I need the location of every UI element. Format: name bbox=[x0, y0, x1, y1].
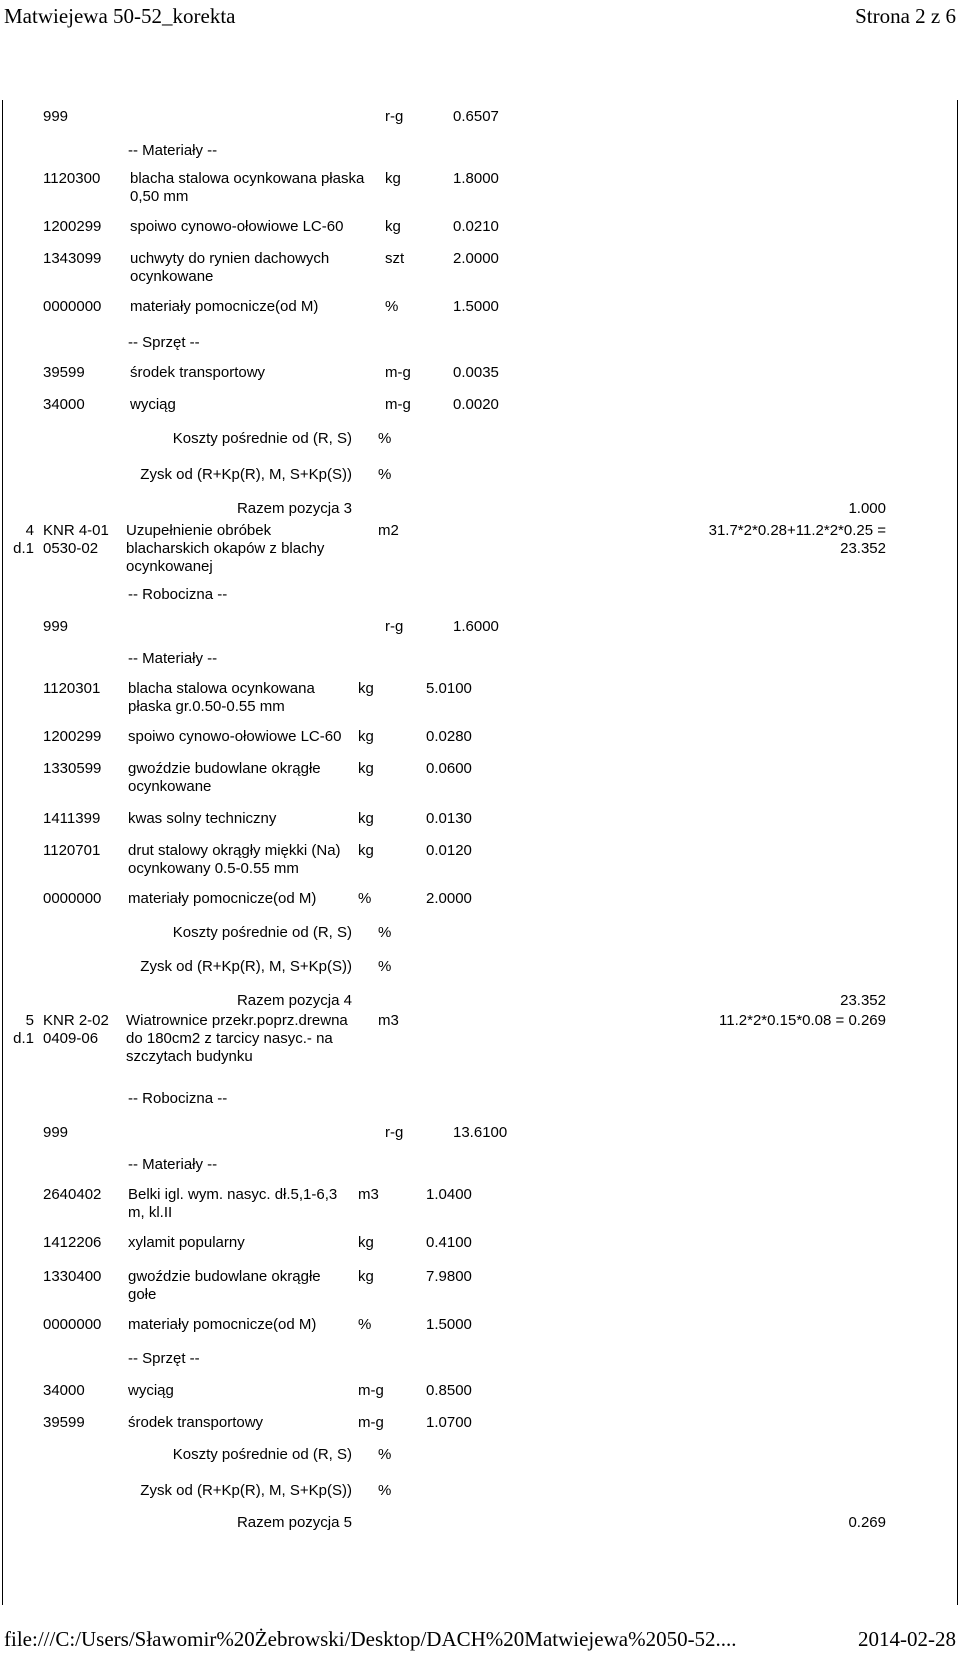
table-row bbox=[0, 392, 960, 424]
position-basis: KNR 2-02 0409-06 bbox=[43, 1012, 109, 1047]
table-row bbox=[0, 166, 960, 210]
item-qty: 0.0210 bbox=[453, 218, 499, 235]
position-basis: KNR 4-01 0530-02 bbox=[43, 522, 109, 557]
item-desc: wyciąg bbox=[130, 396, 176, 413]
item-code: 34000 bbox=[43, 1382, 85, 1399]
cost-label: Zysk od (R+Kp(R), M, S+Kp(S)) bbox=[140, 958, 352, 975]
cost-unit: % bbox=[378, 466, 392, 483]
item-code: 1330599 bbox=[43, 760, 102, 777]
print-date: 2014-02-28 bbox=[858, 1627, 956, 1651]
item-unit: % bbox=[358, 1316, 372, 1333]
item-desc: spoiwo cynowo-ołowiowe LC-60 bbox=[130, 218, 344, 235]
item-code: 1330400 bbox=[43, 1268, 102, 1285]
item-unit: m-g bbox=[385, 396, 411, 413]
position-number: 5 d.1 bbox=[13, 1012, 34, 1047]
item-unit: kg bbox=[358, 1234, 374, 1251]
item-desc: xylamit popularny bbox=[128, 1234, 245, 1251]
item-unit: m-g bbox=[358, 1382, 384, 1399]
item-unit: m-g bbox=[385, 364, 411, 381]
table-row bbox=[0, 838, 960, 882]
table-row bbox=[0, 1410, 960, 1442]
item-code: 1200299 bbox=[43, 728, 102, 745]
item-desc: spoiwo cynowo-ołowiowe LC-60 bbox=[128, 728, 342, 745]
item-desc: materiały pomocnicze(od M) bbox=[128, 1316, 317, 1333]
section-label: -- Materiały -- bbox=[128, 142, 218, 159]
item-qty: 1.0400 bbox=[426, 1186, 472, 1203]
item-qty: 5.0100 bbox=[426, 680, 472, 697]
item-code: 1411399 bbox=[43, 810, 101, 827]
cost-unit: % bbox=[378, 924, 392, 941]
item-qty: 1.6000 bbox=[453, 618, 499, 635]
cost-unit: % bbox=[378, 430, 392, 447]
item-unit: % bbox=[358, 890, 372, 907]
item-unit: kg bbox=[358, 842, 374, 859]
item-code: 999 bbox=[43, 1124, 69, 1141]
table-row bbox=[0, 1378, 960, 1410]
total-value: 0.269 bbox=[848, 1514, 886, 1531]
item-qty: 0.0120 bbox=[426, 842, 472, 859]
table-row bbox=[0, 582, 960, 610]
table-row bbox=[0, 330, 960, 358]
item-desc: kwas solny techniczny bbox=[128, 810, 277, 827]
cost-label: Koszty pośrednie od (R, S) bbox=[172, 430, 352, 447]
table-row bbox=[0, 920, 960, 952]
section-label: -- Materiały -- bbox=[128, 1156, 218, 1173]
table-row bbox=[0, 1152, 960, 1180]
table-row bbox=[0, 1120, 960, 1152]
item-unit: kg bbox=[358, 760, 374, 777]
item-qty: 13.6100 bbox=[453, 1124, 508, 1141]
item-desc: środek transportowy bbox=[128, 1414, 264, 1431]
table-row bbox=[0, 676, 960, 720]
table-row bbox=[0, 462, 960, 494]
item-desc: wyciąg bbox=[128, 1382, 174, 1399]
item-desc: blacha stalowa ocynkowana płaska gr.0.50-0.55 mm bbox=[128, 680, 315, 715]
item-qty: 0.4100 bbox=[426, 1234, 472, 1251]
item-unit: r-g bbox=[385, 618, 404, 635]
table-row bbox=[0, 1008, 960, 1086]
position-description: Uzupełnienie obróbek blacharskich okapów z blachy ocynkowanej bbox=[126, 522, 325, 575]
table-row bbox=[0, 1086, 960, 1114]
cost-label: Zysk od (R+Kp(R), M, S+Kp(S)) bbox=[140, 1482, 352, 1499]
item-code: 2640402 bbox=[43, 1186, 102, 1203]
table-row bbox=[0, 1230, 960, 1262]
item-qty: 1.0700 bbox=[426, 1414, 472, 1431]
item-code: 0000000 bbox=[43, 1316, 102, 1333]
item-code: 39599 bbox=[43, 364, 85, 381]
page-header bbox=[0, 0, 960, 36]
cost-unit: % bbox=[378, 958, 392, 975]
position-calc: 31.7*2*0.28+11.2*2*0.25 = 23.352 bbox=[708, 522, 886, 557]
table-row bbox=[0, 426, 960, 458]
cost-label: Koszty pośrednie od (R, S) bbox=[172, 924, 352, 941]
item-unit: kg bbox=[358, 728, 374, 745]
item-unit: % bbox=[385, 298, 399, 315]
total-value: 23.352 bbox=[840, 992, 886, 1009]
position-description: Wiatrownice przekr.poprz.drewna do 180cm2 z tarcicy nasyc.- na szczytach budynku bbox=[126, 1012, 348, 1065]
position-calc: 11.2*2*0.15*0.08 = 0.269 bbox=[719, 1012, 886, 1029]
item-qty: 0.8500 bbox=[426, 1382, 472, 1399]
table-row bbox=[0, 246, 960, 290]
table-row bbox=[0, 214, 960, 246]
table-row bbox=[0, 756, 960, 800]
item-code: 1343099 bbox=[43, 250, 102, 267]
item-qty: 0.0035 bbox=[453, 364, 499, 381]
section-label: -- Robocizna -- bbox=[128, 1090, 228, 1107]
total-label: Razem pozycja 5 bbox=[236, 1514, 352, 1531]
item-qty: 7.9800 bbox=[426, 1268, 472, 1285]
item-qty: 0.0020 bbox=[453, 396, 499, 413]
item-unit: r-g bbox=[385, 1124, 404, 1141]
table-row bbox=[0, 886, 960, 918]
item-qty: 2.0000 bbox=[426, 890, 472, 907]
table-row bbox=[0, 724, 960, 756]
section-label: -- Sprzęt -- bbox=[128, 1350, 200, 1367]
cost-label: Zysk od (R+Kp(R), M, S+Kp(S)) bbox=[140, 466, 352, 483]
item-code: 0000000 bbox=[43, 298, 102, 315]
position-unit: m2 bbox=[378, 522, 399, 539]
table-row bbox=[0, 646, 960, 674]
item-desc: uchwyty do rynien dachowych ocynkowane bbox=[130, 250, 330, 285]
file-path: file:///C:/Users/Sławomir%20Żebrowski/Desktop/DACH%20Matwiejewa%2050-52.... bbox=[4, 1627, 737, 1651]
item-unit: r-g bbox=[385, 108, 404, 125]
item-unit: m3 bbox=[358, 1186, 379, 1203]
item-qty: 0.0280 bbox=[426, 728, 472, 745]
table-row bbox=[0, 954, 960, 986]
total-label: Razem pozycja 3 bbox=[236, 500, 352, 517]
table-row bbox=[0, 1478, 960, 1510]
item-desc: materiały pomocnicze(od M) bbox=[130, 298, 319, 315]
table-row bbox=[0, 294, 960, 326]
item-desc: środek transportowy bbox=[130, 364, 266, 381]
item-unit: szt bbox=[385, 250, 405, 267]
item-unit: kg bbox=[358, 680, 374, 697]
item-qty: 2.0000 bbox=[453, 250, 499, 267]
item-desc: materiały pomocnicze(od M) bbox=[128, 890, 317, 907]
table-row bbox=[0, 1442, 960, 1474]
item-desc: drut stalowy okrągły miękki (Na) ocynkowany 0.5-0.55 mm bbox=[128, 842, 341, 877]
item-code: 999 bbox=[43, 618, 69, 635]
item-qty: 1.5000 bbox=[426, 1316, 472, 1333]
item-code: 1120300 bbox=[43, 170, 101, 187]
item-desc: blacha stalowa ocynkowana płaska 0,50 mm bbox=[130, 170, 365, 205]
item-desc: gwoździe budowlane okrągłe gołe bbox=[128, 1268, 321, 1303]
table-row bbox=[0, 1346, 960, 1374]
table-row bbox=[0, 360, 960, 392]
item-code: 999 bbox=[43, 108, 69, 125]
item-code: 1412206 bbox=[43, 1234, 102, 1251]
item-code: 0000000 bbox=[43, 890, 102, 907]
table-row bbox=[0, 806, 960, 838]
table-row bbox=[0, 1510, 960, 1540]
item-qty: 0.6507 bbox=[453, 108, 499, 125]
item-code: 1120301 bbox=[43, 680, 101, 697]
item-code: 34000 bbox=[43, 396, 85, 413]
item-qty: 0.0130 bbox=[426, 810, 472, 827]
table-row bbox=[0, 1264, 960, 1308]
table-row bbox=[0, 1182, 960, 1226]
position-unit: m3 bbox=[378, 1012, 399, 1029]
item-qty: 0.0600 bbox=[426, 760, 472, 777]
item-unit: kg bbox=[385, 218, 401, 235]
item-qty: 1.5000 bbox=[453, 298, 499, 315]
item-desc: Belki igl. wym. nasyc. dł.5,1-6,3 m, kl.II bbox=[128, 1186, 338, 1221]
item-code: 1120701 bbox=[43, 842, 101, 859]
section-label: -- Robocizna -- bbox=[128, 586, 228, 603]
section-label: -- Materiały -- bbox=[128, 650, 218, 667]
position-number: 4 d.1 bbox=[13, 522, 34, 557]
cost-label: Koszty pośrednie od (R, S) bbox=[172, 1446, 352, 1463]
page-footer bbox=[0, 1624, 960, 1654]
cost-unit: % bbox=[378, 1446, 392, 1463]
item-code: 1200299 bbox=[43, 218, 102, 235]
item-unit: kg bbox=[358, 1268, 374, 1285]
cost-unit: % bbox=[378, 1482, 392, 1499]
item-desc: gwoździe budowlane okrągłe ocynkowane bbox=[128, 760, 321, 795]
total-value: 1.000 bbox=[848, 500, 886, 517]
item-unit: m-g bbox=[358, 1414, 384, 1431]
item-unit: kg bbox=[385, 170, 401, 187]
section-label: -- Sprzęt -- bbox=[128, 334, 200, 351]
table-row bbox=[0, 1312, 960, 1344]
item-qty: 1.8000 bbox=[453, 170, 499, 187]
document-title: Matwiejewa 50-52_korekta bbox=[4, 4, 236, 28]
page-number: Strona 2 z 6 bbox=[855, 4, 956, 28]
item-code: 39599 bbox=[43, 1414, 85, 1431]
total-label: Razem pozycja 4 bbox=[236, 992, 352, 1009]
table-row bbox=[0, 518, 960, 580]
table-row bbox=[0, 138, 960, 166]
table-row bbox=[0, 614, 960, 646]
item-unit: kg bbox=[358, 810, 374, 827]
table-row bbox=[0, 104, 960, 138]
